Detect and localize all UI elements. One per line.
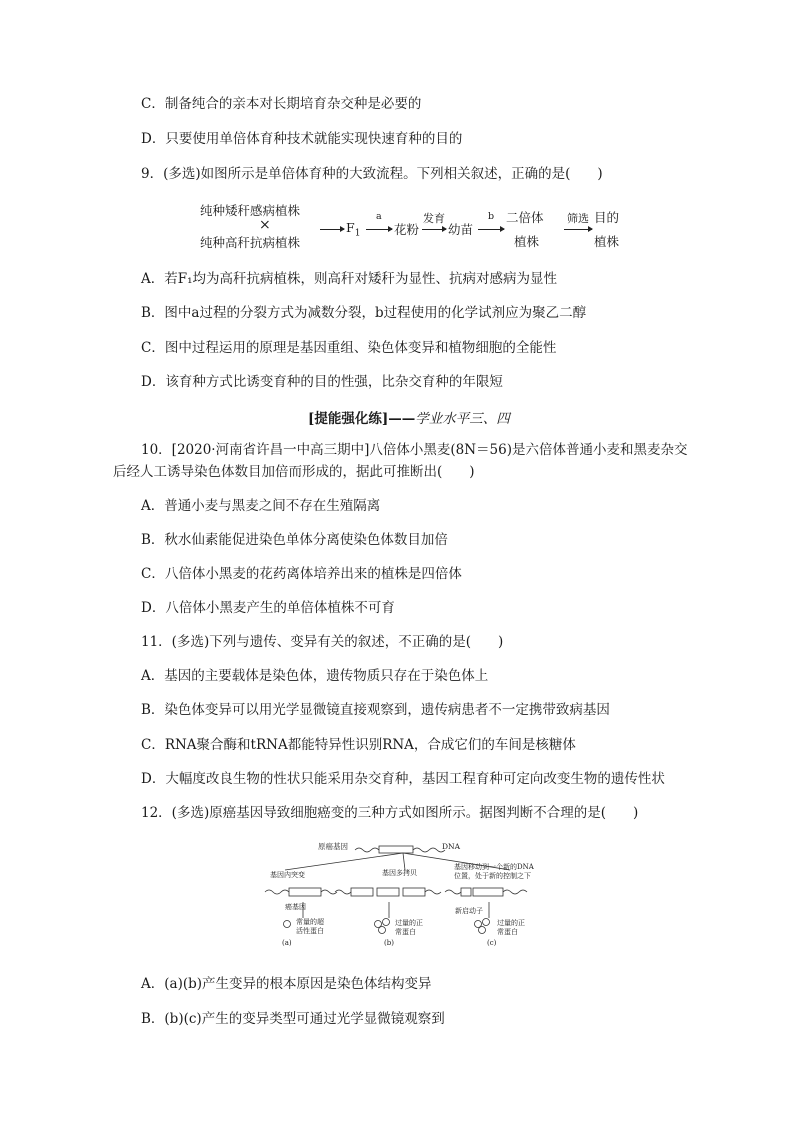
q10-option-a: A．普通小麦与黑麦之间不存在生殖隔离 (141, 498, 381, 514)
panel-a-text-2: 活性蛋白 (296, 927, 324, 935)
figure-lines (255, 840, 555, 960)
arrow-a (366, 229, 392, 230)
q9-option-b: B．图中a过程的分裂方式为减数分裂，b过程使用的化学试剂应为聚乙二醇 (141, 305, 587, 321)
diploid-label-2: 植株 (514, 234, 540, 249)
cross-symbol: × (259, 217, 271, 233)
q12-option-a: A．(a)(b)产生变异的根本原因是染色体结构变异 (141, 976, 432, 992)
process-a-label: a (376, 211, 382, 222)
target-label-2: 植株 (594, 234, 620, 249)
q10-option-b: B．秋水仙素能促进染色单体分离使染色体数目加倍 (141, 532, 448, 548)
q11-option-c: C．RNA聚合酶和tRNA都能特异性识别RNA，合成它们的车间是核糖体 (141, 737, 576, 753)
arrow-to-f1 (320, 229, 344, 230)
seedling-label: 幼苗 (448, 222, 474, 237)
arrow-develop (422, 229, 446, 230)
q10-stem-line2: 后经人工诱导染色体数目加倍而形成的，据此可推断出( ) (113, 464, 475, 480)
q11-stem: 11．(多选)下列与遗传、变异有关的叙述，不正确的是( ) (141, 634, 504, 650)
q11-option-d: D．大幅度改良生物的性状只能采用杂交育种，基因工程育种可定向改变生物的遗传性状 (141, 771, 665, 787)
q9-option-a: A．若F₁均为高秆抗病植株，则高秆对矮秆为显性、抗病对感病为显性 (141, 271, 558, 287)
oncogene-label: 癌基因 (285, 903, 306, 911)
f1-label: $F_1$ (346, 220, 361, 239)
panel-b-text-1: 过量的正 (395, 919, 423, 927)
move-label-1: 基因移动到一个新的DNA (454, 863, 534, 871)
dna-label: DNA (442, 842, 460, 851)
q11-option-a: A．基因的主要载体是染色体，遗传物质只存在于染色体上 (141, 668, 489, 684)
proto-oncogene-label: 原癌基因 (318, 842, 348, 851)
panel-a-label: (a) (282, 939, 292, 947)
q12-option-b: B．(b)(c)产生的变异类型可通过光学显微镜观察到 (141, 1011, 445, 1027)
q10-option-d: D．八倍体小黑麦产生的单倍体植株不可育 (141, 600, 395, 616)
section-heading: [提能强化练]——学业水平三、四 (308, 411, 510, 427)
arrow-b (478, 229, 504, 230)
q9-option-c: C．图中过程运用的原理是基因重组、染色体变异和植物细胞的全能性 (141, 340, 557, 356)
panel-c-label: (c) (487, 939, 497, 947)
panel-c-text-2: 常蛋白 (497, 928, 518, 936)
panel-a-text-1: 常量的超 (296, 918, 324, 926)
q11-option-b: B．染色体变异可以用光学显微镜直接观察到，遗传病患者不一定携带致病基因 (141, 702, 610, 718)
q12-stem: 12．(多选)原癌基因导致细胞癌变的三种方式如图所示。据图判断不合理的是( ) (141, 805, 639, 821)
screen-label: 筛选 (567, 212, 589, 225)
target-label-1: 目的 (594, 210, 620, 225)
q10-stem-line1: 10．[2020·河南省许昌一中高三期中]八倍体小黑麦(8N＝56)是六倍体普通小麦和黑麦杂交 (141, 442, 688, 458)
parent-tall-resistant: 纯种高秆抗病植株 (200, 235, 301, 250)
panel-c-text-1: 过量的正 (497, 919, 525, 927)
process-b-label: b (488, 211, 495, 222)
q9-stem: 9．(多选)如图所示是单倍体育种的大致流程。下列相关叙述，正确的是( ) (141, 166, 603, 182)
q10-option-c: C．八倍体小黑麦的花药离体培养出来的植株是四倍体 (141, 566, 462, 582)
panel-b-text-2: 常蛋白 (395, 928, 416, 936)
pollen-label: 花粉 (394, 222, 420, 237)
arrow-screen (564, 229, 592, 230)
parent-dwarf-susceptible: 纯种矮秆感病植株 (200, 203, 301, 218)
q8-option-d: D．只要使用单倍体育种技术就能实现快速育种的目的 (141, 131, 463, 147)
develop-label: 发育 (423, 212, 445, 225)
move-label-2: 位置，处于新的控制之下 (454, 872, 531, 880)
copy-label: 基因多拷贝 (382, 869, 417, 877)
q8-option-c: C．制备纯合的亲本对长期培育杂交种是必要的 (141, 96, 422, 112)
panel-b-label: (b) (384, 939, 394, 947)
q9-option-d: D．该育种方式比诱变育种的目的性强，比杂交育种的年限短 (141, 374, 503, 390)
diploid-label-1: 二倍体 (506, 210, 544, 225)
new-promoter-label: 新启动子 (455, 907, 483, 915)
mutation-label: 基因内突变 (270, 871, 305, 879)
